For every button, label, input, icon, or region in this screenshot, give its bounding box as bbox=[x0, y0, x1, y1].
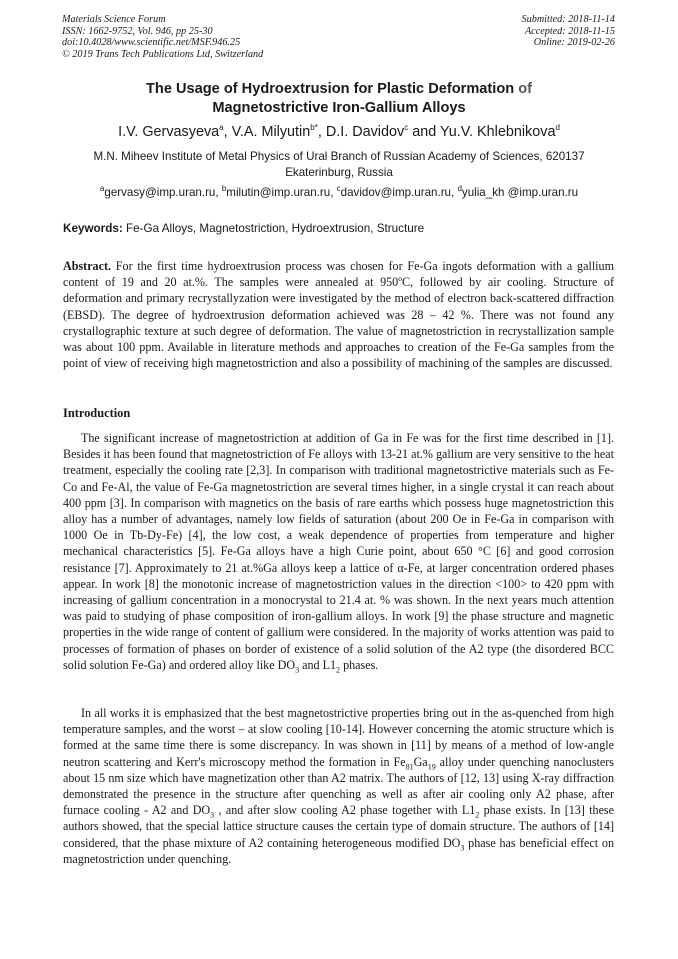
subscript: 3 bbox=[210, 810, 215, 820]
author-name: V.A. Milyutin bbox=[231, 124, 311, 140]
online-date: Online: 2019-02-26 bbox=[533, 37, 615, 49]
author-name: I.V. Gervasyeva bbox=[118, 124, 220, 140]
paragraph-text: Ga bbox=[413, 754, 428, 769]
journal-info bbox=[62, 14, 263, 60]
email-list bbox=[62, 185, 616, 201]
author-list bbox=[62, 122, 616, 142]
email-address[interactable]: gervasy@imp.uran.ru, bbox=[104, 186, 222, 199]
journal-name: Materials Science Forum bbox=[62, 14, 166, 25]
email-mark: b bbox=[221, 184, 227, 194]
submitted-date: Submitted: 2018-11-14 bbox=[521, 14, 615, 25]
paragraph-text: phases. bbox=[340, 657, 379, 672]
subscript: 2 bbox=[336, 665, 341, 675]
accepted-date: Accepted: 2018-11-15 bbox=[524, 25, 615, 37]
subscript: 81 bbox=[405, 762, 414, 772]
email-mark: d bbox=[457, 184, 462, 194]
author-affil-mark: c bbox=[404, 123, 409, 133]
abstract-text: For the first time hydroextrusion process was chosen for Fe-Ga ingots deformation with a gallium content of 19 and 20 at.%. The samples were annealed at 950ºC, followed by air cooling. Structure of deformation and primary recrystallyzation were investigated by the method of electron back-scattered diffraction (EBSD). The degree of hydroextrusion deformation achieved was 28 – 42 %. There was not found any crystallographic texture at such degree of deformation. The value of magnetostriction in recrystallization sample was about 100 ppm. Available in literature methods and approaches to creation of the Fe-Ga samples from the point of view of receiving high magnetostriction and also a possibility of machining of the samples are discussed. bbox=[63, 259, 614, 371]
email-address[interactable]: davidov@imp.uran.ru, bbox=[340, 186, 458, 199]
paragraph-text: The significant increase of magnetostriction at addition of Ga in Fe was for the first time described in [1]. Besides it has been found that magnetostriction of Fe alloys with 13-21 at.% gallium are very sensitive to the heat treatment, especially the cooling rate [2,3]. In comparison with traditional magnetostrictive materials such as Fe-Co and Fe-Al, the value of Fe-Ga magnetostriction are several times higher, in a single crystal it can reach about 400 ppm [3]. In comparison with magnetics on the basis of rare earths which possess huge magnetostriction this alloy has a number of advantages, namely low fields of saturation (about 200 Oe in Fe-Ga in comparison with 1000 Oe in Tb-Dy-Fe) [4], the low cost, a weak dependence of properties from temperature and higher mechanical characteristics [5]. Fe-Ga alloys have a high Curie point, about 650 °C [6] and good corrosion resistance [7]. Approximately to 21 at.%Ga alloys keep a lattice of α-Fe, at larger concentration ordered phases appear. In work [8] the monotonic increase of magnetostriction values in the direction <100> to 420 ppm with increasing of gallium concentration in a monocrystal to 21.4 at. % was shown. In the next years much attention was paid to studying of phase composition of iron-gallium alloys. In work [9] the phase structure and magnetic properties in the wide range of content of gallium were considered. In the majority of works attention was paid to processes of formation of phases on border of existence of a solid solution of the A2 type (the disordered BCC solid solution Fe-Ga) and ordered alloy like DO bbox=[63, 431, 614, 672]
title-line2: Magnetostrictive Iron-Gallium Alloys bbox=[212, 100, 466, 116]
email-address[interactable]: milutin@imp.uran.ru, bbox=[226, 186, 337, 199]
journal-doi[interactable]: doi:10.4028/www.scientific.net/MSF.946.25 bbox=[62, 37, 241, 49]
paragraph-text: and L1 bbox=[299, 657, 337, 672]
author-name: D.I. Davidov bbox=[325, 124, 405, 140]
email-mark: c bbox=[336, 184, 341, 194]
abstract bbox=[63, 258, 614, 371]
abstract-label: Abstract. bbox=[63, 259, 112, 273]
subscript: 19 bbox=[427, 762, 436, 772]
author-separator: , bbox=[317, 124, 326, 140]
publication-dates bbox=[522, 14, 615, 49]
paragraph-text: phase exists. In [13] these authors showed, that the special lattice structure causes the certain type of domain structure. The authors of [14] considered, that the phase mixture of A2 containing heterogeneous modified DO bbox=[63, 803, 615, 850]
author-name: Yu.V. Khlebnikova bbox=[439, 124, 556, 140]
keywords-text: Fe-Ga Alloys, Magnetostriction, Hydroextrusion, Structure bbox=[122, 222, 425, 235]
author-affil-mark: a bbox=[219, 123, 224, 133]
paragraph-text: alloy under quenching nanoclusters about 15 nm size which have magnetization other than A2 matrix. The authors of [12, 13] using X-ray diffraction demonstrated the presence in the structure after quenching as well as after air cooling only A2 phase, after furnace cooling - A2 and DO bbox=[63, 754, 614, 818]
introduction-paragraph-2 bbox=[63, 705, 614, 867]
section-heading-introduction: Introduction bbox=[63, 406, 131, 420]
subscript: 3 bbox=[295, 665, 300, 675]
author-affil-mark: d bbox=[555, 123, 560, 133]
paper-title bbox=[62, 80, 616, 118]
title-line1-of: of bbox=[518, 81, 532, 97]
journal-copyright: © 2019 Trans Tech Publications Ltd, Switzerland bbox=[62, 48, 264, 60]
paragraph-text: , and after slow cooling A2 phase together with L1 bbox=[214, 803, 476, 818]
title-line1: The Usage of Hydroextrusion for Plastic Deformation bbox=[146, 81, 519, 97]
author-separator: and bbox=[408, 124, 440, 140]
keywords bbox=[63, 221, 424, 237]
email-address[interactable]: yulia_kh @imp.uran.ru bbox=[461, 186, 579, 199]
author-affil-mark: b* bbox=[310, 123, 318, 133]
email-mark: a bbox=[99, 184, 105, 194]
affiliation: M.N. Miheev Institute of Metal Physics of Ural Branch of Russian Academy of Sciences, 620137 Ekaterinburg, Russia bbox=[93, 150, 585, 179]
author-separator: , bbox=[223, 124, 232, 140]
paragraph-text: In all works it is emphasized that the best magnetostrictive properties bring out in the as-quenched from high temperature samples, and the worst – at slow cooling [10-14]. However concerning the atomic structure which is formed at the same time there is some discrepancy. In was shown in [11] by means of a method of low-angle neutron scattering and Kerr's microscopy method the formation in Fe bbox=[63, 706, 614, 769]
introduction-paragraph-1 bbox=[63, 430, 614, 673]
journal-issn: ISSN: 1662-9752, Vol. 946, pp 25-30 bbox=[62, 25, 213, 37]
subscript: 3 bbox=[460, 843, 465, 853]
paragraph-text: phase has beneficial effect on magnetostriction under quenching. bbox=[63, 835, 614, 866]
subscript: 2 bbox=[475, 810, 480, 820]
keywords-label: Keywords: bbox=[63, 222, 123, 235]
